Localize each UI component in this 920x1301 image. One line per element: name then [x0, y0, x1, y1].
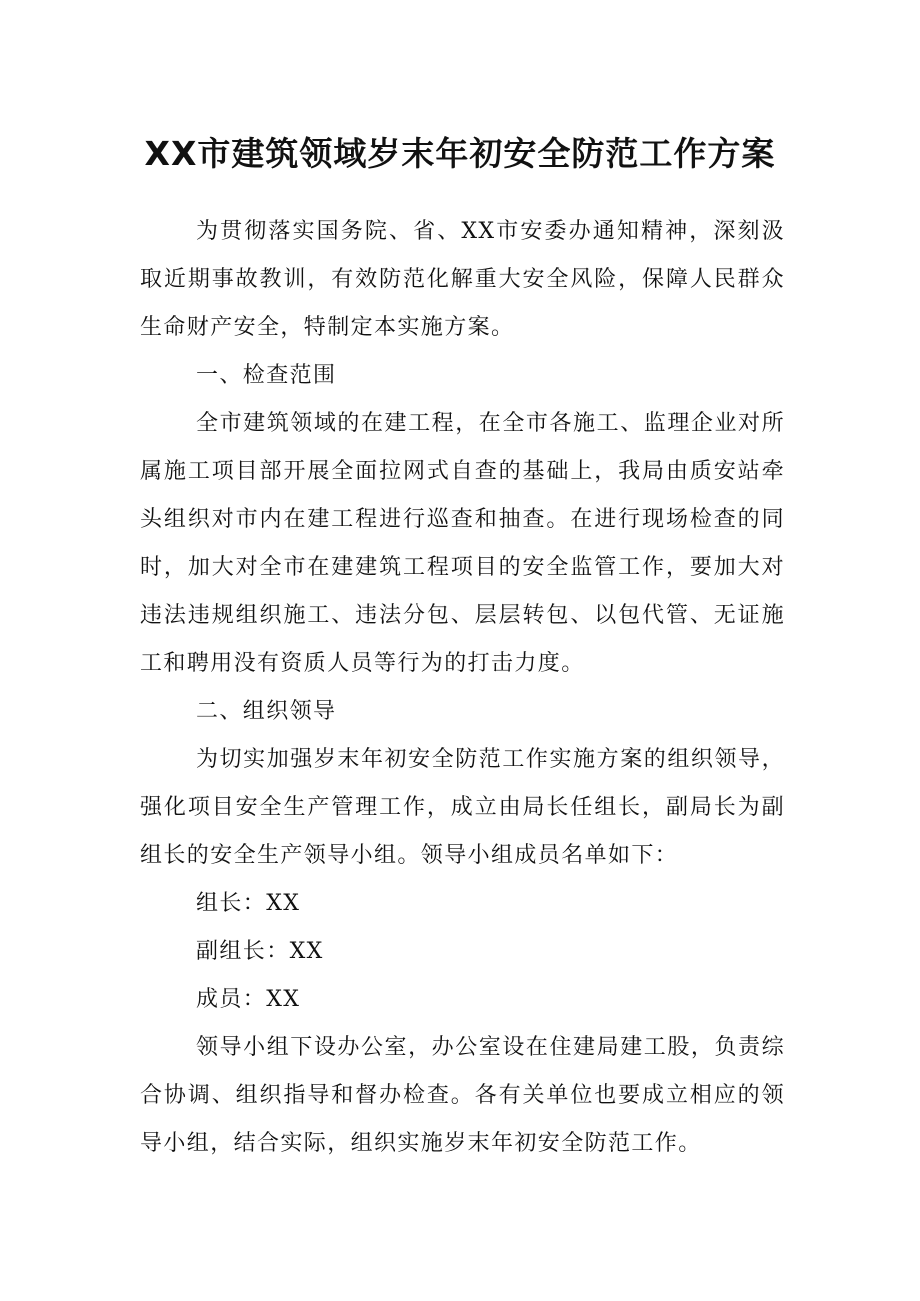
section-heading-scope: 一、检查范围	[196, 363, 337, 388]
member-line-leader: 组长：XX	[196, 891, 301, 916]
leadership-paragraph: 为切实加强岁末年初安全防范工作实施方案的组织领导，强化项目安全生产管理工作，成立由局长任组长，副局长为副组长的安全生产领导小组。领导小组成员名单如下：	[140, 747, 785, 868]
document-body	[140, 208, 785, 1168]
document-title: XX市建筑领域岁末年初安全防范工作方案	[144, 134, 776, 174]
office-paragraph: 领导小组下设办公室，办公室设在住建局建工股，负责综合协调、组织指导和督办检查。各有关单位也要成立相应的领导小组，结合实际，组织实施岁末年初安全防范工作。	[140, 1035, 785, 1156]
member-line-deputy: 副组长：XX	[196, 939, 324, 964]
scope-paragraph: 全市建筑领域的在建工程，在全市各施工、监理企业对所属施工项目部开展全面拉网式自查的基础上，我局由质安站牵头组织对市内在建工程进行巡查和抽查。在进行现场检查的同时，加大对全市在建建筑工程项目的安全监管工作，要加大对违法违规组织施工、违法分包、层层转包、以包代管、无证施工和聘用没有资质人员等行为的打击力度。	[140, 411, 785, 676]
member-line-members: 成员：XX	[196, 987, 301, 1012]
section-heading-leadership: 二、组织领导	[196, 699, 337, 724]
intro-paragraph: 为贯彻落实国务院、省、XX市安委办通知精神，深刻汲取近期事故教训，有效防范化解重大安全风险，保障人民群众生命财产安全，特制定本实施方案。	[140, 219, 785, 340]
